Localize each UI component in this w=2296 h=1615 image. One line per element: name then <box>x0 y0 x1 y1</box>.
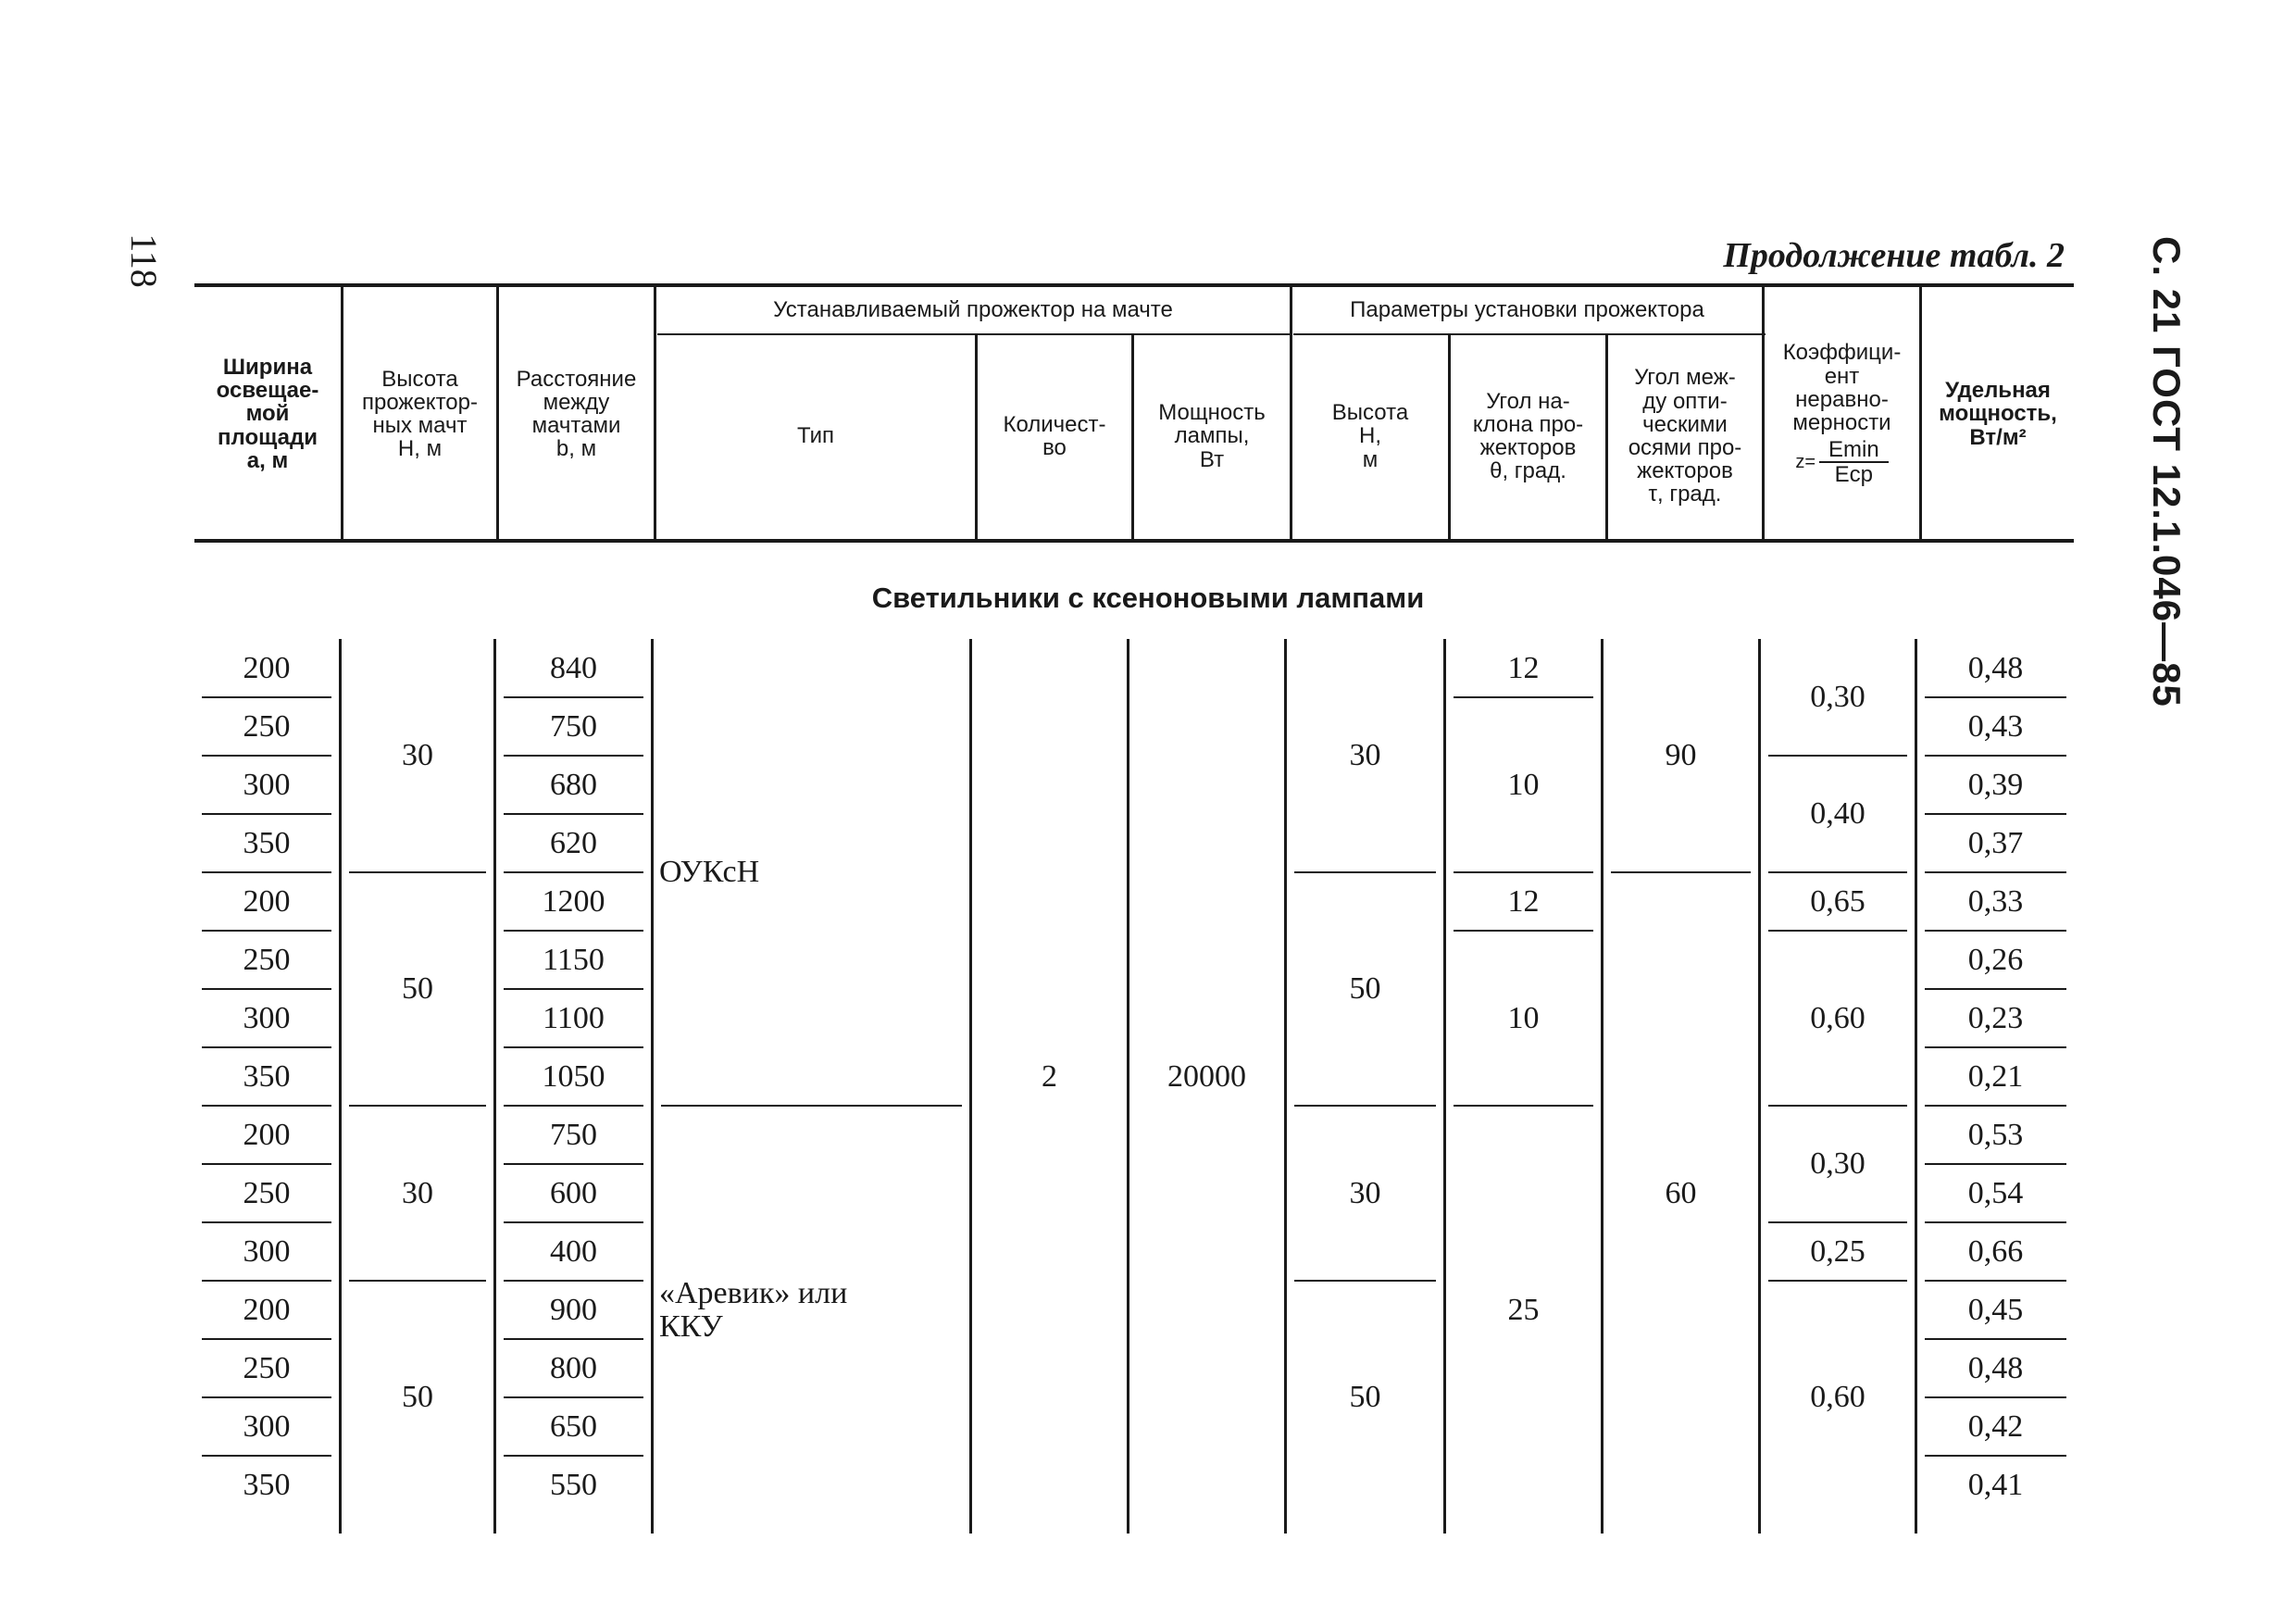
body-vline <box>339 639 342 1534</box>
coefficient-value: 0,25 <box>1810 1233 1866 1269</box>
row-divider <box>202 1046 331 1048</box>
row-divider <box>504 1163 643 1165</box>
tilt-value: 25 <box>1507 1292 1540 1327</box>
mast-height-value: 30 <box>402 1175 433 1210</box>
row-divider <box>1454 871 1593 873</box>
width-value: 250 <box>243 708 291 744</box>
quantity-value: 2 <box>1042 1058 1057 1094</box>
width-value: 250 <box>243 1350 291 1385</box>
body-vline <box>1758 639 1761 1534</box>
section-title: Светильники с ксеноновыми лампами <box>871 582 1425 614</box>
header-power: Мощность лампы, Вт <box>1158 400 1266 472</box>
coefficient-value: 0,30 <box>1810 1146 1866 1182</box>
coef-z: z= <box>1795 451 1816 472</box>
row-divider <box>349 1280 486 1282</box>
body-vline <box>1443 639 1446 1534</box>
row-divider <box>349 1105 486 1107</box>
body-vline <box>1915 639 1917 1534</box>
body-vline <box>651 639 654 1534</box>
row-divider <box>504 755 643 757</box>
distance-value: 650 <box>550 1408 597 1444</box>
header-coefficient <box>1765 293 1919 535</box>
coef-denominator: Eср <box>1834 462 1874 488</box>
width-value: 300 <box>243 1000 291 1035</box>
specific-power-value: 0,37 <box>1967 825 2024 860</box>
distance-value: 900 <box>550 1292 597 1327</box>
row-divider <box>1454 930 1593 932</box>
coefficient-value: 0,65 <box>1810 883 1866 919</box>
body-vline <box>1601 639 1603 1534</box>
row-divider <box>1768 755 1907 757</box>
distance-value: 800 <box>550 1350 597 1385</box>
mast-height-value: 30 <box>402 738 433 773</box>
width-value: 200 <box>243 1117 291 1152</box>
row-divider <box>202 1163 331 1165</box>
row-divider <box>1925 1221 2066 1223</box>
header-tilt: Угол на- клона про- жекторов θ, град. <box>1472 388 1584 484</box>
row-divider <box>504 696 643 698</box>
axis-angle-value: 60 <box>1665 1175 1697 1210</box>
distance-value: 750 <box>550 708 597 744</box>
row-divider <box>1925 1046 2066 1048</box>
row-divider <box>1925 1280 2066 1282</box>
width-value: 200 <box>243 1292 291 1327</box>
header-mast-height: Высота прожектор- ных мачт H, м <box>361 366 478 462</box>
coef-numerator: Emin <box>1819 438 1889 463</box>
row-divider <box>1611 871 1751 873</box>
row-divider <box>1768 1221 1907 1223</box>
distance-value: 1100 <box>543 1000 605 1035</box>
row-divider <box>1925 696 2066 698</box>
width-value: 300 <box>243 1233 291 1269</box>
continuation-label: Продолжение табл. 2 <box>1723 236 2065 275</box>
specific-power-value: 0,41 <box>1967 1467 2024 1502</box>
distance-value: 400 <box>550 1233 597 1269</box>
row-divider <box>504 988 643 990</box>
header-group-projector: Устанавливаемый прожектор на мачте <box>773 297 1173 323</box>
row-divider <box>1925 755 2066 757</box>
height-value: 50 <box>1349 971 1381 1007</box>
distance-value: 680 <box>550 767 597 802</box>
specific-power-value: 0,26 <box>1967 942 2024 977</box>
row-divider <box>202 930 331 932</box>
row-divider <box>661 1105 962 1107</box>
header-bottom-rule <box>194 539 2074 543</box>
document-code: С. 21 ГОСТ 12.1.046—85 <box>2145 236 2189 707</box>
specific-power-value: 0,54 <box>1967 1175 2024 1210</box>
row-divider <box>504 871 643 873</box>
row-divider <box>504 1105 643 1107</box>
row-divider <box>202 1280 331 1282</box>
row-divider <box>1925 1455 2066 1457</box>
specific-power-value: 0,33 <box>1967 883 2024 919</box>
row-divider <box>504 1338 643 1340</box>
row-divider <box>1294 1105 1436 1107</box>
power-value: 20000 <box>1167 1058 1246 1094</box>
width-value: 250 <box>243 942 291 977</box>
body-vline <box>493 639 496 1534</box>
height-value: 30 <box>1349 738 1381 773</box>
row-divider <box>1768 1280 1907 1282</box>
row-divider <box>202 696 331 698</box>
row-divider <box>504 1455 643 1457</box>
row-divider <box>1925 1396 2066 1398</box>
coefficient-value: 0,60 <box>1810 1000 1866 1035</box>
specific-power-value: 0,48 <box>1967 650 2024 685</box>
row-divider <box>1294 1280 1436 1282</box>
row-divider <box>349 871 486 873</box>
header-group-params: Параметры установки прожектора <box>1350 297 1704 323</box>
width-value: 350 <box>243 1467 291 1502</box>
table-top-rule <box>194 283 2074 287</box>
axis-angle-value: 90 <box>1665 738 1697 773</box>
page-number: 118 <box>122 233 165 288</box>
header-width: Ширина освещае- мой площади a, м <box>216 355 319 473</box>
distance-value: 1050 <box>542 1058 605 1094</box>
row-divider <box>504 1280 643 1282</box>
width-value: 300 <box>243 1408 291 1444</box>
header-height: Высота H, м <box>1331 400 1409 472</box>
tilt-value: 10 <box>1507 767 1540 802</box>
distance-value: 840 <box>550 650 597 685</box>
row-divider <box>504 1396 643 1398</box>
row-divider <box>202 1455 331 1457</box>
body-vline <box>1127 639 1129 1534</box>
row-divider <box>1925 813 2066 815</box>
tilt-value: 10 <box>1507 1000 1540 1035</box>
distance-value: 550 <box>550 1467 597 1502</box>
type-value: ОУКсН <box>659 855 760 890</box>
row-divider <box>504 1046 643 1048</box>
coefficient-value: 0,40 <box>1810 796 1866 832</box>
row-divider <box>1925 1163 2066 1165</box>
coefficient-value: 0,30 <box>1810 680 1866 715</box>
group-underline-2 <box>1293 333 1766 335</box>
specific-power-value: 0,48 <box>1967 1350 2024 1385</box>
specific-power-value: 0,45 <box>1967 1292 2024 1327</box>
header-quantity: Количест- во <box>1003 411 1106 460</box>
row-divider <box>1925 1105 2066 1107</box>
distance-value: 750 <box>550 1117 597 1152</box>
row-divider <box>1768 1105 1907 1107</box>
width-value: 350 <box>243 1058 291 1094</box>
row-divider <box>1294 871 1436 873</box>
width-value: 350 <box>243 825 291 860</box>
row-divider <box>1768 871 1907 873</box>
tilt-value: 12 <box>1507 883 1540 919</box>
row-divider <box>202 1396 331 1398</box>
row-divider <box>1925 1338 2066 1340</box>
row-divider <box>202 813 331 815</box>
distance-value: 1150 <box>543 942 605 977</box>
specific-power-value: 0,21 <box>1967 1058 2024 1094</box>
header-axis-angle: Угол меж- ду опти- ческими осями про- жекторов τ, град. <box>1628 365 1742 507</box>
specific-power-value: 0,42 <box>1967 1408 2024 1444</box>
row-divider <box>202 1221 331 1223</box>
distance-value: 600 <box>550 1175 597 1210</box>
row-divider <box>202 988 331 990</box>
row-divider <box>504 813 643 815</box>
width-value: 200 <box>243 883 291 919</box>
specific-power-value: 0,53 <box>1967 1117 2024 1152</box>
coef-formula <box>1795 438 1888 486</box>
header-type: Тип <box>796 423 834 449</box>
specific-power-value: 0,39 <box>1967 767 2024 802</box>
row-divider <box>202 871 331 873</box>
distance-value: 1200 <box>542 883 605 919</box>
height-value: 30 <box>1349 1175 1381 1210</box>
width-value: 200 <box>243 650 291 685</box>
distance-value: 620 <box>550 825 597 860</box>
row-divider <box>1454 696 1593 698</box>
coefficient-value: 0,60 <box>1810 1380 1866 1415</box>
mast-height-value: 50 <box>402 1380 433 1415</box>
row-divider <box>1768 930 1907 932</box>
tilt-value: 12 <box>1507 650 1540 685</box>
row-divider <box>202 755 331 757</box>
specific-power-value: 0,23 <box>1967 1000 2024 1035</box>
row-divider <box>1925 988 2066 990</box>
body-vline <box>1284 639 1287 1534</box>
header-specific-power: Удельная мощность, Вт/м² <box>1939 378 2057 450</box>
width-value: 250 <box>243 1175 291 1210</box>
row-divider <box>1925 930 2066 932</box>
height-value: 50 <box>1349 1380 1381 1415</box>
mast-height-value: 50 <box>402 971 433 1007</box>
specific-power-value: 0,66 <box>1967 1233 2024 1269</box>
body-vline <box>969 639 972 1534</box>
row-divider <box>1454 1105 1593 1107</box>
coef-fraction <box>1819 438 1889 486</box>
row-divider <box>504 1221 643 1223</box>
coef-label: Коэффици- ент неравно- мерности <box>1782 340 1902 435</box>
row-divider <box>1925 871 2066 873</box>
row-divider <box>504 930 643 932</box>
specific-power-value: 0,43 <box>1967 708 2024 744</box>
row-divider <box>202 1105 331 1107</box>
type-value: «Аревик» или ККУ <box>659 1275 848 1344</box>
header-distance: Расстояние между мачтами b, м <box>516 366 637 462</box>
row-divider <box>202 1338 331 1340</box>
width-value: 300 <box>243 767 291 802</box>
